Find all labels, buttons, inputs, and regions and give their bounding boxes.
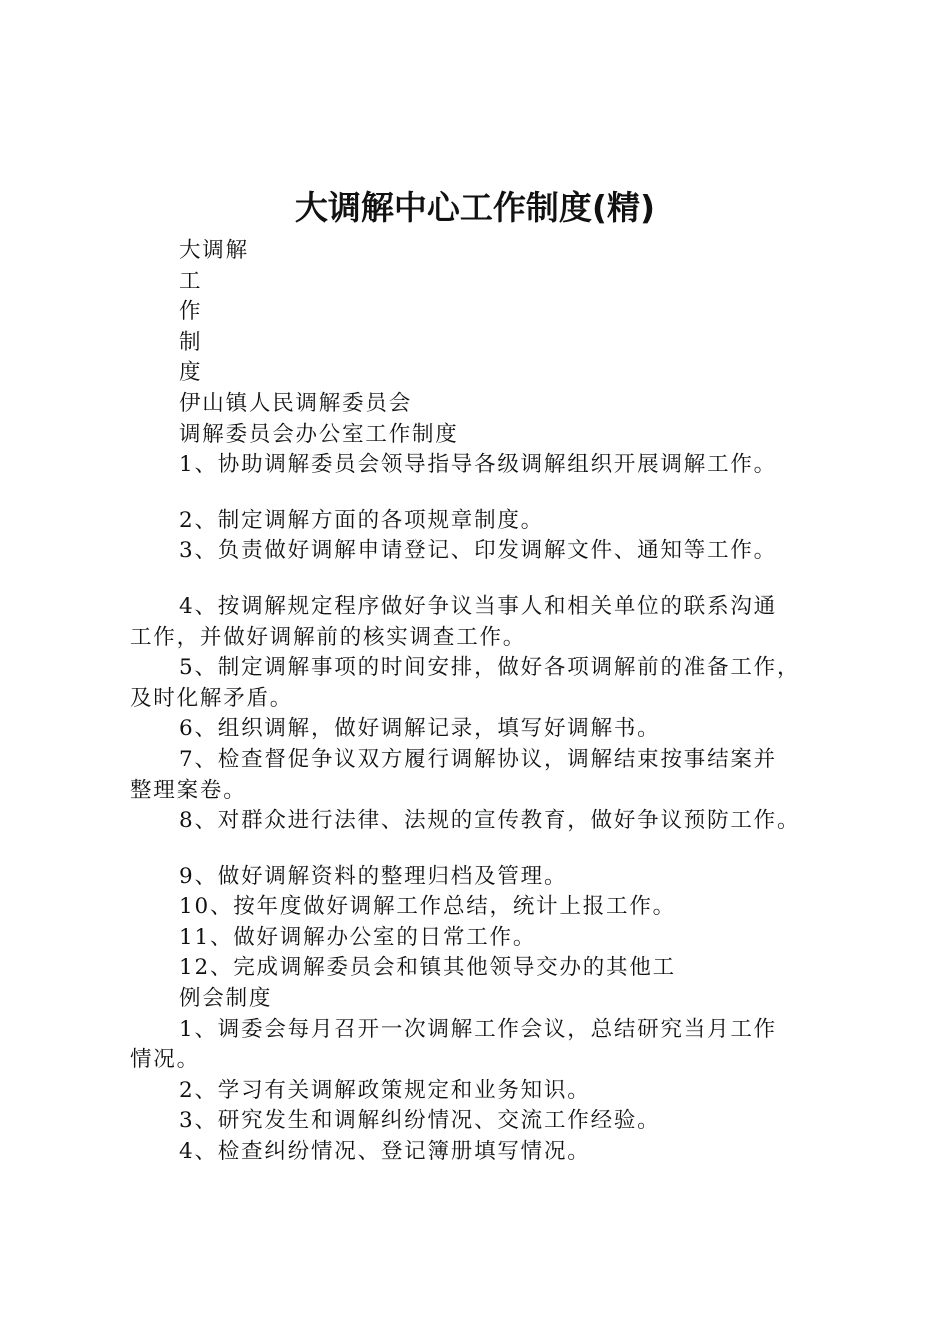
- body-line: 2、学习有关调解政策规定和业务知识。: [179, 1077, 591, 1103]
- body-line: 9、做好调解资料的整理归档及管理。: [179, 863, 568, 889]
- body-line-continued: 及时化解矛盾。: [130, 685, 294, 711]
- body-line: 作: [179, 299, 203, 325]
- body-line: 2、制定调解方面的各项规章制度。: [179, 507, 544, 533]
- body-line: 1、协助调解委员会领导指导各级调解组织开展调解工作。: [179, 452, 777, 478]
- body-line: 8、对群众进行法律、法规的宣传教育，做好争议预防工作。: [179, 808, 801, 834]
- document-title: 大调解中心工作制度(精): [294, 188, 656, 227]
- body-line: 制: [179, 329, 203, 355]
- body-line-continued: 情况。: [130, 1047, 200, 1073]
- body-line-continued: 整理案卷。: [130, 777, 247, 803]
- body-line: 3、研究发生和调解纠纷情况、交流工作经验。: [179, 1108, 661, 1134]
- body-line: 7、检查督促争议双方履行调解协议，调解结束按事结案并: [179, 746, 777, 772]
- body-line: 11、做好调解办公室的日常工作。: [179, 924, 537, 950]
- body-line: 伊山镇人民调解委员会: [179, 390, 413, 416]
- body-line: 3、负责做好调解申请登记、印发调解文件、通知等工作。: [179, 538, 777, 564]
- document-body: [130, 236, 850, 1168]
- body-line-continued: 工作，并做好调解前的核实调查工作。: [130, 624, 527, 650]
- body-line: 5、制定调解事项的时间安排，做好各项调解前的准备工作，: [179, 655, 801, 681]
- body-line: 度: [179, 360, 203, 386]
- body-line: 4、检查纠纷情况、登记簿册填写情况。: [179, 1139, 591, 1165]
- body-line: 6、组织调解，做好调解记录，填写好调解书。: [179, 716, 661, 742]
- section-heading: 例会制度: [179, 986, 273, 1012]
- body-line: 12、完成调解委员会和镇其他领导交办的其他工: [179, 955, 676, 981]
- body-line: 大调解: [179, 238, 249, 263]
- body-line: 4、按调解规定程序做好争议当事人和相关单位的联系沟通: [179, 593, 777, 619]
- body-line: 工: [179, 268, 203, 294]
- body-line: 10、按年度做好调解工作总结，统计上报工作。: [179, 894, 676, 920]
- body-line: 1、调委会每月召开一次调解工作会议，总结研究当月工作: [179, 1016, 777, 1042]
- section-heading: 调解委员会办公室工作制度: [179, 421, 459, 447]
